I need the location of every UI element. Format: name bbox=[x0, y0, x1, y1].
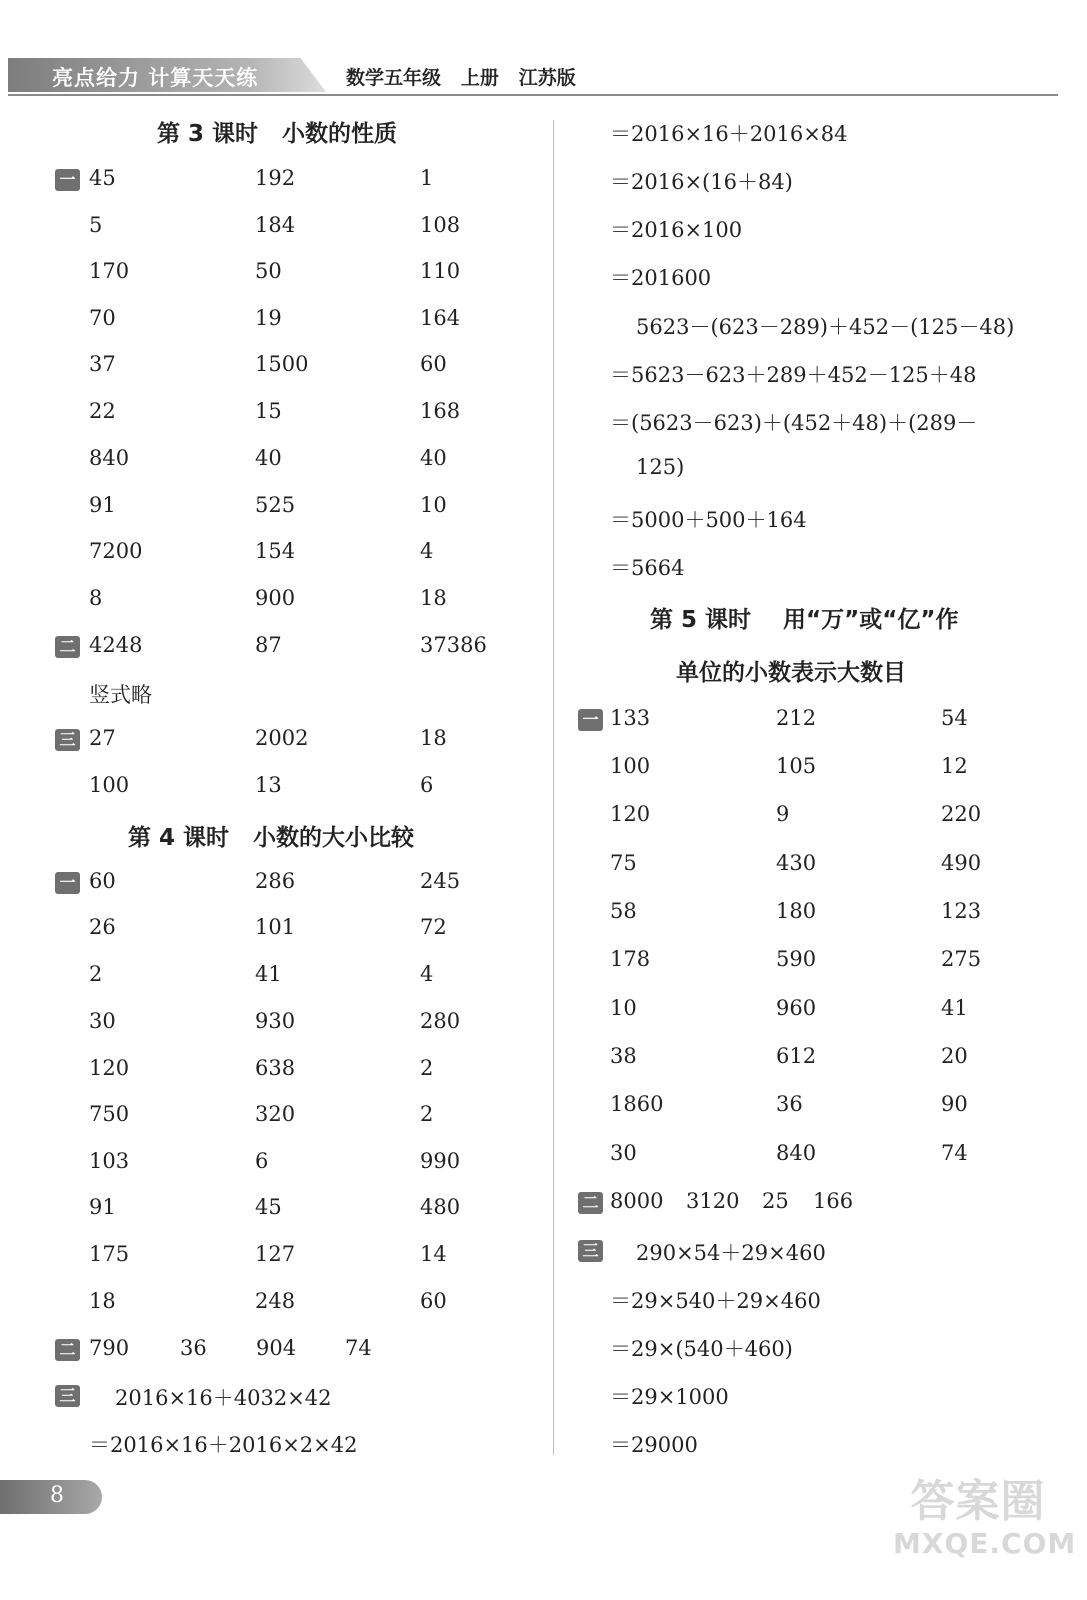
answer: 30 bbox=[89, 1009, 116, 1033]
answer: 91 bbox=[89, 1195, 116, 1219]
book-info: 数学五年级 上册 江苏版 bbox=[346, 67, 576, 89]
answer: 280 bbox=[420, 1009, 461, 1033]
answer: 18 bbox=[420, 586, 447, 610]
answer: 110 bbox=[420, 259, 461, 283]
answer: 490 bbox=[941, 851, 982, 875]
answer: 120 bbox=[610, 802, 651, 826]
answer: 18 bbox=[89, 1289, 116, 1313]
section-badge: 二 bbox=[55, 636, 80, 658]
equation-line: ＝(5623－623)＋(452＋48)＋(289－ bbox=[610, 411, 978, 435]
answer: 36 bbox=[776, 1092, 803, 1116]
answer: 13 bbox=[255, 773, 282, 797]
answer: 41 bbox=[255, 962, 282, 986]
answer: 72 bbox=[420, 915, 447, 939]
answer: 30 bbox=[610, 1141, 637, 1165]
answer: 40 bbox=[420, 446, 447, 470]
section-badge: 三 bbox=[55, 1385, 80, 1407]
lesson3-title: 第 3 课时 小数的性质 bbox=[157, 121, 398, 147]
answer: 430 bbox=[776, 851, 817, 875]
answer: 840 bbox=[89, 446, 130, 470]
section-badge: 一 bbox=[55, 872, 80, 894]
answer: 105 bbox=[776, 754, 817, 778]
answer: 40 bbox=[255, 446, 282, 470]
answer: 320 bbox=[255, 1102, 296, 1126]
answer: 7200 bbox=[89, 539, 143, 563]
answer: 638 bbox=[255, 1056, 296, 1080]
equation-line: ＝5664 bbox=[610, 556, 685, 580]
lesson5-title-line2: 单位的小数表示大数目 bbox=[676, 660, 906, 686]
answer: 19 bbox=[255, 306, 282, 330]
answer: 87 bbox=[255, 633, 282, 657]
equation-line: 125) bbox=[636, 455, 685, 479]
equation-line: ＝2016×(16＋84) bbox=[610, 170, 793, 194]
answer: 101 bbox=[255, 915, 296, 939]
answer: 9 bbox=[776, 802, 790, 826]
answer: 220 bbox=[941, 802, 982, 826]
equation-line: 2016×16＋4032×42 bbox=[115, 1386, 332, 1410]
answer: 75 bbox=[610, 851, 637, 875]
answer: 103 bbox=[89, 1149, 130, 1173]
answer: 5 bbox=[89, 213, 103, 237]
answer: 164 bbox=[420, 306, 461, 330]
answer: 58 bbox=[610, 899, 637, 923]
answer: 38 bbox=[610, 1044, 637, 1068]
answer: 36 bbox=[180, 1336, 207, 1360]
answer: 74 bbox=[345, 1336, 372, 1360]
answer: 275 bbox=[941, 947, 982, 971]
answer: 90 bbox=[941, 1092, 968, 1116]
header-divider bbox=[8, 94, 1058, 96]
answer: 212 bbox=[776, 706, 817, 730]
section-badge: 二 bbox=[578, 1192, 603, 1214]
answer: 123 bbox=[941, 899, 982, 923]
answer: 8 bbox=[89, 586, 103, 610]
answer: 2002 bbox=[255, 726, 309, 750]
answer: 91 bbox=[89, 493, 116, 517]
equation-line: 5623－(623－289)＋452－(125－48) bbox=[636, 315, 1015, 339]
page-header bbox=[0, 56, 1065, 98]
equation-line: ＝201600 bbox=[610, 266, 712, 290]
answer: 2 bbox=[420, 1102, 434, 1126]
answer: 1 bbox=[420, 166, 434, 190]
answer: 6 bbox=[255, 1149, 269, 1173]
equation-line: ＝29000 bbox=[610, 1433, 698, 1457]
answer: 166 bbox=[813, 1189, 854, 1213]
section-badge: 一 bbox=[55, 169, 80, 191]
answer: 6 bbox=[420, 773, 434, 797]
answer: 74 bbox=[941, 1141, 968, 1165]
answer: 960 bbox=[776, 996, 817, 1020]
answer: 25 bbox=[762, 1189, 789, 1213]
equation-line: ＝2016×100 bbox=[610, 218, 743, 242]
answer: 790 bbox=[89, 1336, 130, 1360]
section-badge: 二 bbox=[55, 1339, 80, 1361]
page-number-tab bbox=[0, 1480, 102, 1514]
answer: 8000 bbox=[610, 1189, 664, 1213]
answer: 168 bbox=[420, 399, 461, 423]
answer: 1860 bbox=[610, 1092, 664, 1116]
answer: 108 bbox=[420, 213, 461, 237]
answer: 180 bbox=[776, 899, 817, 923]
equation-line: ＝29×1000 bbox=[610, 1385, 729, 1409]
answer: 900 bbox=[255, 586, 296, 610]
answer: 480 bbox=[420, 1195, 461, 1219]
answer: 120 bbox=[89, 1056, 130, 1080]
answer: 245 bbox=[420, 869, 461, 893]
answer: 930 bbox=[255, 1009, 296, 1033]
answer: 10 bbox=[610, 996, 637, 1020]
answer: 133 bbox=[610, 706, 651, 730]
answer: 10 bbox=[420, 493, 447, 517]
column-divider bbox=[553, 120, 554, 1455]
equation-line: ＝5000＋500＋164 bbox=[610, 508, 807, 532]
answer: 20 bbox=[941, 1044, 968, 1068]
answer: 37 bbox=[89, 352, 116, 376]
series-title: 亮点给力 计算天天练 bbox=[52, 66, 259, 90]
answer: 4 bbox=[420, 539, 434, 563]
page-number: 8 bbox=[50, 1483, 64, 1508]
answer: 590 bbox=[776, 947, 817, 971]
answer: 22 bbox=[89, 399, 116, 423]
answer: 54 bbox=[941, 706, 968, 730]
answer: 70 bbox=[89, 306, 116, 330]
answer: 50 bbox=[255, 259, 282, 283]
answer: 154 bbox=[255, 539, 296, 563]
answer: 840 bbox=[776, 1141, 817, 1165]
answer: 990 bbox=[420, 1149, 461, 1173]
answer: 14 bbox=[420, 1242, 447, 1266]
equation-line: 290×54＋29×460 bbox=[636, 1241, 826, 1265]
section-badge: 三 bbox=[578, 1240, 603, 1262]
equation-line: ＝2016×16＋2016×2×42 bbox=[89, 1433, 358, 1457]
watermark-text: 答案圈 bbox=[910, 1476, 1046, 1527]
answer: 170 bbox=[89, 259, 130, 283]
answer: 12 bbox=[941, 754, 968, 778]
answer: 60 bbox=[420, 352, 447, 376]
answer: 4248 bbox=[89, 633, 143, 657]
answer: 26 bbox=[89, 915, 116, 939]
answer: 612 bbox=[776, 1044, 817, 1068]
answer: 1500 bbox=[255, 352, 309, 376]
answer: 100 bbox=[610, 754, 651, 778]
answer: 2 bbox=[420, 1056, 434, 1080]
lesson4-title: 第 4 课时 小数的大小比较 bbox=[128, 825, 415, 851]
answer: 45 bbox=[89, 166, 116, 190]
answer: 4 bbox=[420, 962, 434, 986]
answer: 27 bbox=[89, 726, 116, 750]
answer: 248 bbox=[255, 1289, 296, 1313]
watermark-logo bbox=[893, 1476, 1077, 1580]
answer: 60 bbox=[89, 869, 116, 893]
answer: 178 bbox=[610, 947, 651, 971]
section-badge: 一 bbox=[578, 709, 603, 731]
equation-line: ＝5623－623＋289＋452－125＋48 bbox=[610, 363, 977, 387]
answer: 37386 bbox=[420, 633, 487, 657]
answer: 100 bbox=[89, 773, 130, 797]
equation-line: ＝29×540＋29×460 bbox=[610, 1289, 821, 1313]
answer: 127 bbox=[255, 1242, 296, 1266]
answer: 15 bbox=[255, 399, 282, 423]
answer: 60 bbox=[420, 1289, 447, 1313]
equation-line: ＝2016×16＋2016×84 bbox=[610, 122, 848, 146]
section-badge: 三 bbox=[55, 729, 80, 751]
answer: 2 bbox=[89, 962, 103, 986]
answer: 904 bbox=[256, 1336, 297, 1360]
answer: 18 bbox=[420, 726, 447, 750]
answer: 184 bbox=[255, 213, 296, 237]
answer: 286 bbox=[255, 869, 296, 893]
answer: 175 bbox=[89, 1242, 130, 1266]
watermark-url: MXQE.COM bbox=[893, 1527, 1077, 1560]
answer: 41 bbox=[941, 996, 968, 1020]
answer: 3120 bbox=[686, 1189, 740, 1213]
answer: 192 bbox=[255, 166, 296, 190]
answer: 45 bbox=[255, 1195, 282, 1219]
answer: 525 bbox=[255, 493, 296, 517]
equation-line: ＝29×(540＋460) bbox=[610, 1337, 793, 1361]
note-text: 竖式略 bbox=[89, 683, 152, 707]
lesson5-title: 第 5 课时 用“万”或“亿”作 bbox=[650, 607, 959, 633]
answer: 750 bbox=[89, 1102, 130, 1126]
